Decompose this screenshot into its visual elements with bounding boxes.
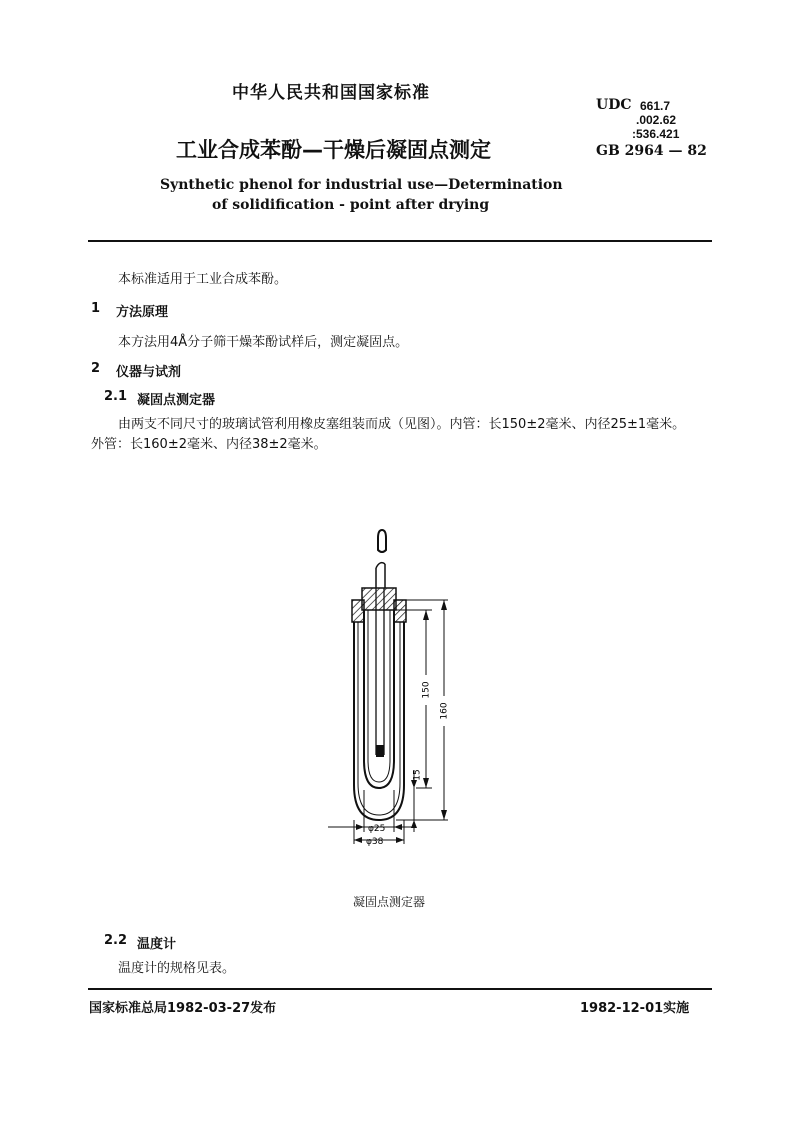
udc-label: UDC [596, 97, 632, 113]
section-2-1-line-2: 外管：长160±2毫米、内径38±2毫米。 [91, 437, 327, 452]
section-2-2-text: 温度计的规格见表。 [118, 961, 236, 976]
outer-stopper-left [352, 600, 364, 622]
stirrer-loop [378, 530, 386, 552]
issued-date: 国家标准总局1982-03-27发布 [89, 1001, 277, 1016]
figure-caption: 凝固点测定器 [353, 895, 426, 909]
document-title-en-1: Synthetic phenol for industrial use—Determination [160, 177, 563, 193]
udc-line-2: .002.62 [636, 113, 677, 127]
diameter-38-label: φ38 [366, 837, 384, 847]
section-1-number: 1 [91, 301, 101, 316]
diameter-25-label: φ25 [368, 824, 386, 834]
gb-code: GB 2964 — 82 [596, 143, 707, 159]
header-rule [88, 240, 712, 242]
section-2-1-title: 凝固点测定器 [137, 393, 216, 408]
document-title-cn: 工业合成苯酚—干燥后凝固点测定 [176, 138, 491, 162]
thermometer-bulb [376, 745, 384, 757]
udc-line-3: :536.421 [632, 127, 680, 141]
outer-tube [354, 622, 404, 820]
apparatus-figure [320, 520, 480, 850]
section-2-2-title: 温度计 [137, 937, 177, 952]
inner-stopper [362, 588, 396, 610]
section-2-1-line-1: 由两支不同尺寸的玻璃试管利用橡皮塞组装而成（见图）。内管：长150±2毫米、内径25±1毫米。 [118, 417, 686, 432]
issuing-org: 中华人民共和国国家标准 [232, 83, 430, 103]
footer-rule [88, 988, 712, 990]
dimension-150-label: 150 [421, 681, 432, 699]
section-2-1-number: 2.1 [104, 389, 128, 404]
effective-date: 1982-12-01实施 [580, 1001, 690, 1016]
section-1-text: 本方法用4Å分子筛干燥苯酚试样后，测定凝固点。 [118, 335, 409, 350]
dimension-160-label: 160 [439, 702, 450, 720]
section-1-title: 方法原理 [116, 305, 169, 320]
section-2-2-number: 2.2 [104, 933, 128, 948]
section-2-number: 2 [91, 361, 101, 376]
dimension-15-label: 15 [412, 769, 423, 781]
document-title-en-2: of solidification - point after drying [212, 197, 490, 213]
section-2-title: 仪器与试剂 [116, 365, 182, 380]
udc-line-1: 661.7 [640, 99, 671, 113]
outer-stopper-right [394, 600, 406, 622]
scope-paragraph: 本标准适用于工业合成苯酚。 [118, 272, 288, 287]
